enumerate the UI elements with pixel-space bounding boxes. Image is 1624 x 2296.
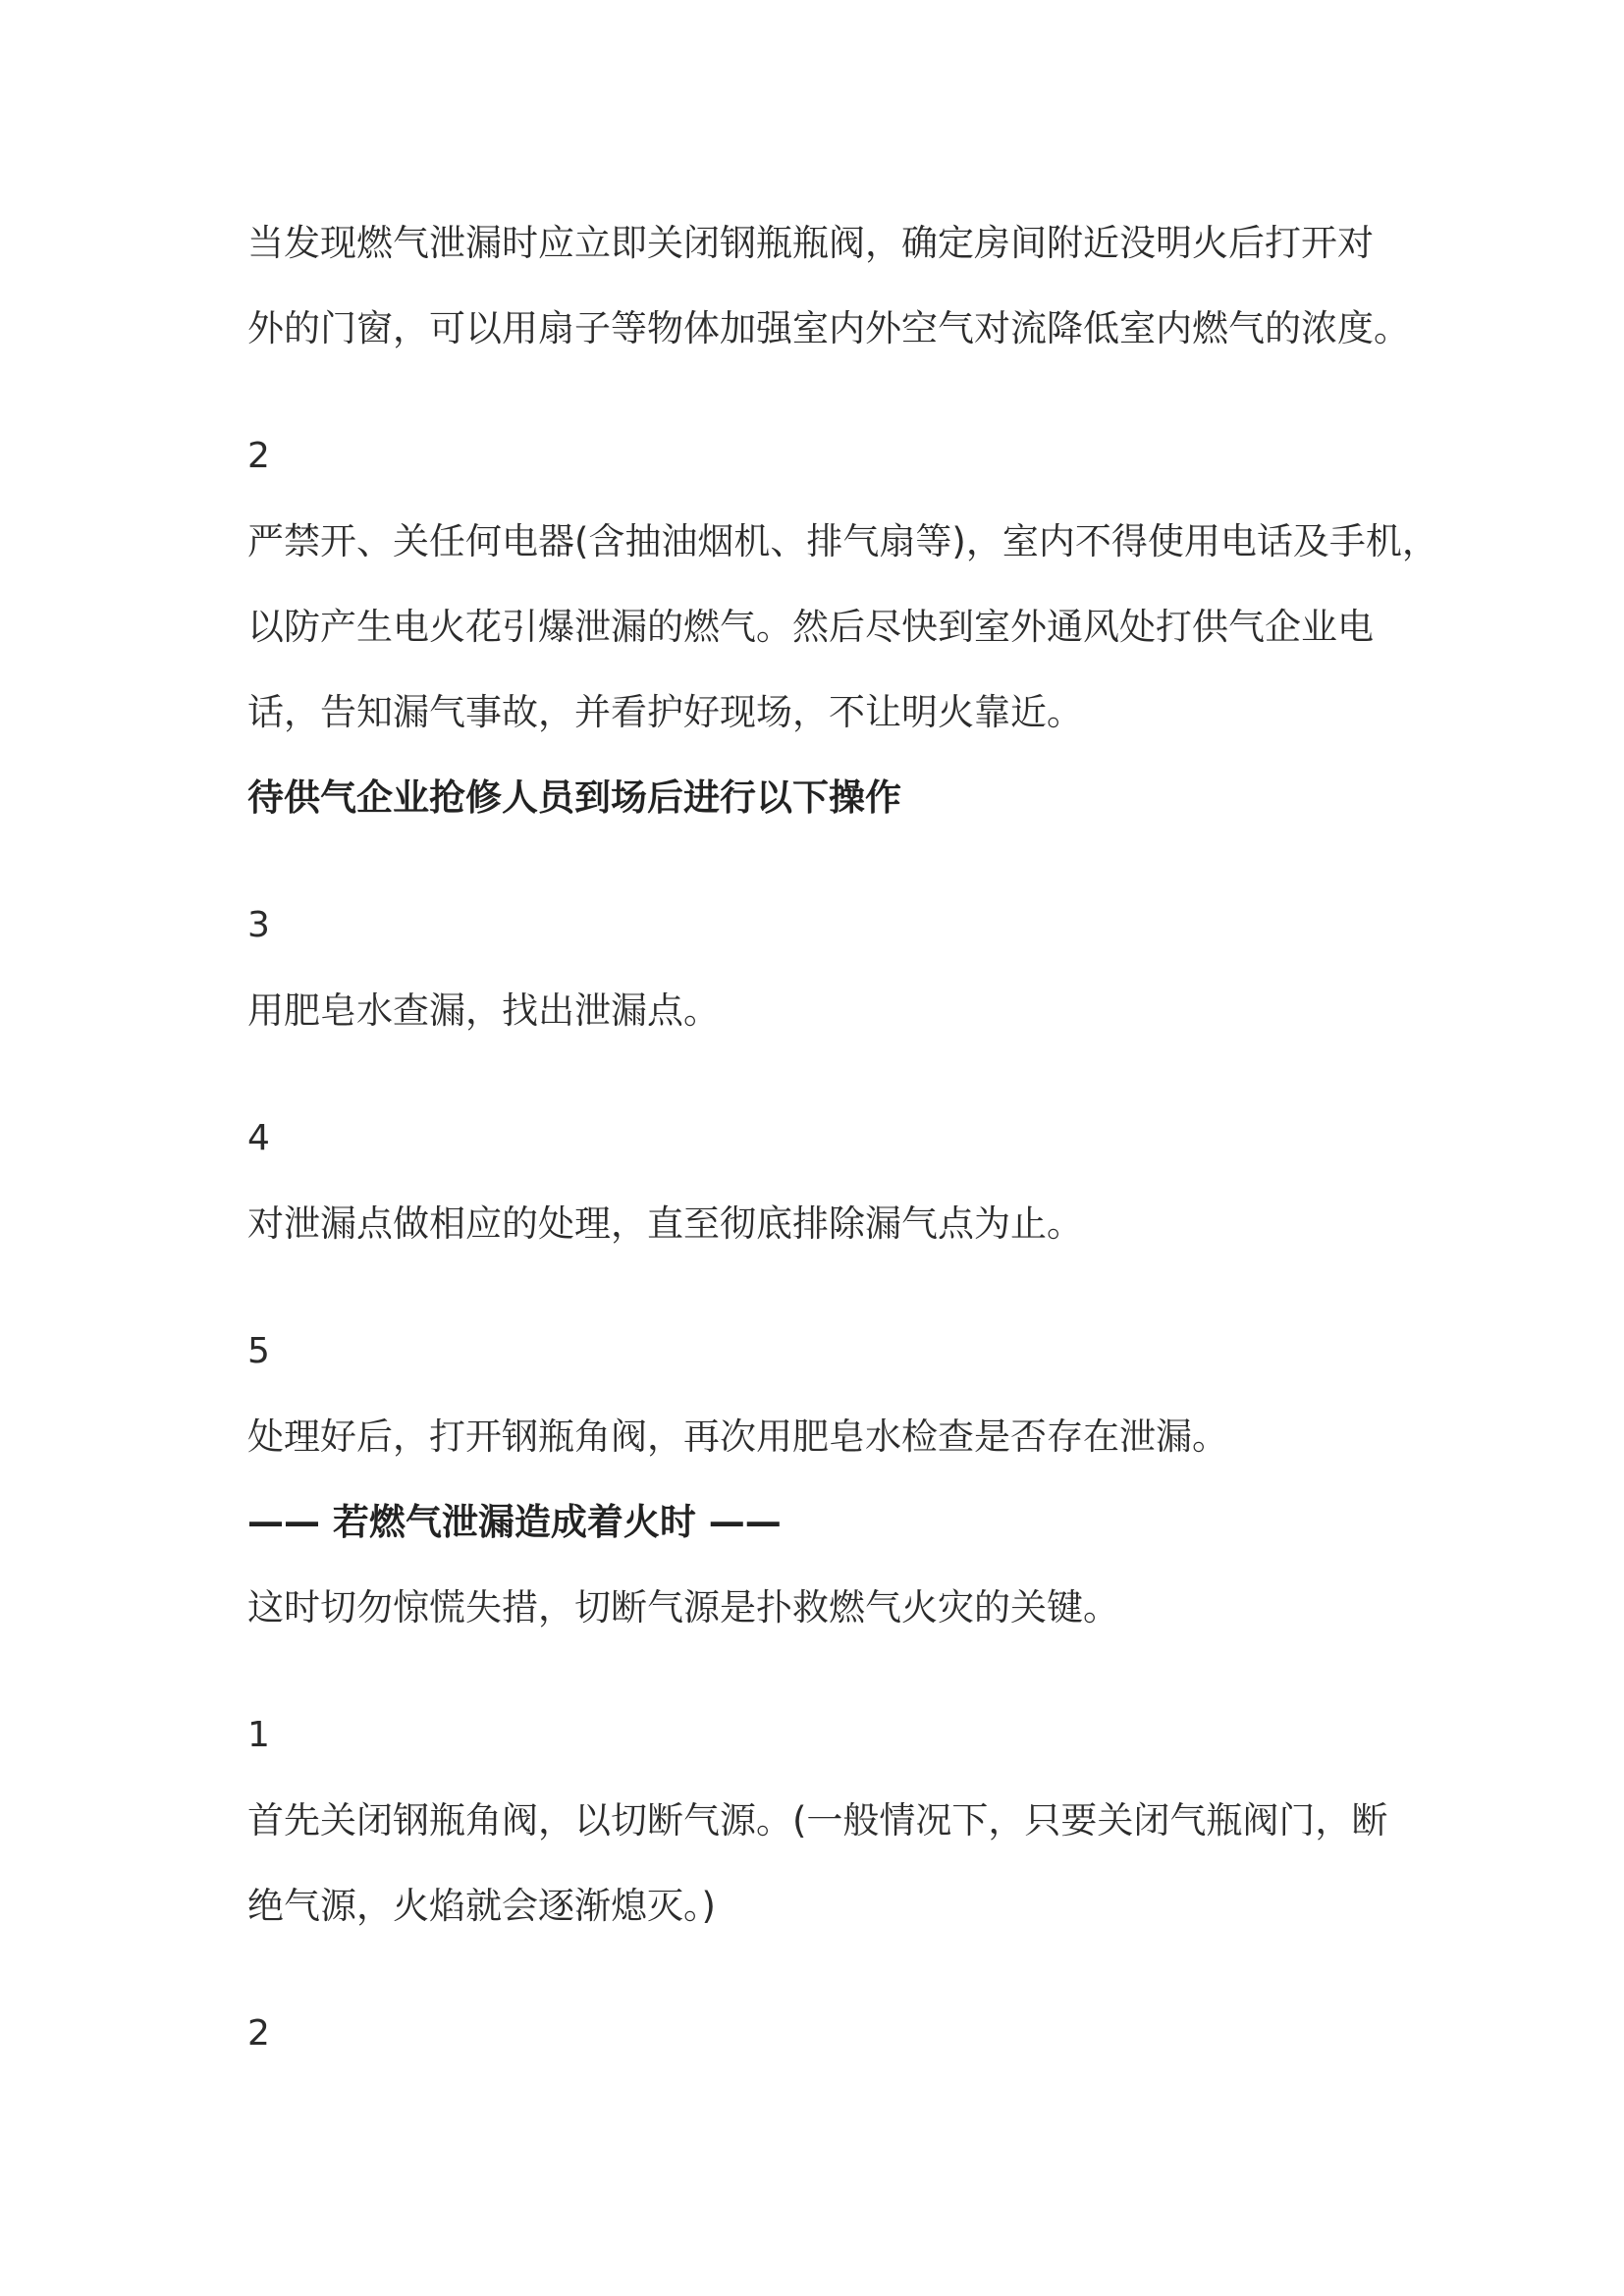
paragraph-line: 话，告知漏气事故，并看护好现场，不让明火靠近。 (247, 691, 1083, 733)
paragraph-line: 严禁开、关任何电器(含抽油烟机、排气扇等)，室内不得使用电话及手机， (247, 520, 1438, 562)
paragraph-line: 这时切勿惊慌失措，切断气源是扑救燃气火灾的关键。 (247, 1586, 1119, 1629)
paragraph-line: 外的门窗，可以用扇子等物体加强室内外空气对流降低室内燃气的浓度。 (247, 307, 1410, 349)
paragraph-line: 首先关闭钢瓶角阀，以切断气源。(一般情况下，只要关闭气瓶阀门，断 (247, 1799, 1388, 1842)
step-number: 5 (247, 1331, 270, 1371)
step-number: 3 (247, 905, 270, 945)
paragraph-line: 当发现燃气泄漏时应立即关闭钢瓶瓶阀，确定房间附近没明火后打开对 (247, 222, 1374, 264)
section-heading: —— 若燃气泄漏造成着火时 —— (247, 1501, 782, 1543)
paragraph-line: 对泄漏点做相应的处理，直至彻底排除漏气点为止。 (247, 1202, 1083, 1245)
paragraph-line: 处理好后，打开钢瓶角阀，再次用肥皂水检查是否存在泄漏。 (247, 1415, 1228, 1458)
step-number: 2 (247, 2013, 270, 2054)
step-number: 1 (247, 1715, 270, 1755)
paragraph-line: 绝气源，火焰就会逐渐熄灭。) (247, 1885, 716, 1927)
step-number: 4 (247, 1118, 270, 1158)
section-heading: 待供气企业抢修人员到场后进行以下操作 (247, 776, 901, 819)
step-number: 2 (247, 436, 270, 476)
paragraph-line: 用肥皂水查漏，找出泄漏点。 (247, 989, 720, 1032)
paragraph-line: 以防产生电火花引爆泄漏的燃气。然后尽快到室外通风处打供气企业电 (247, 606, 1374, 648)
